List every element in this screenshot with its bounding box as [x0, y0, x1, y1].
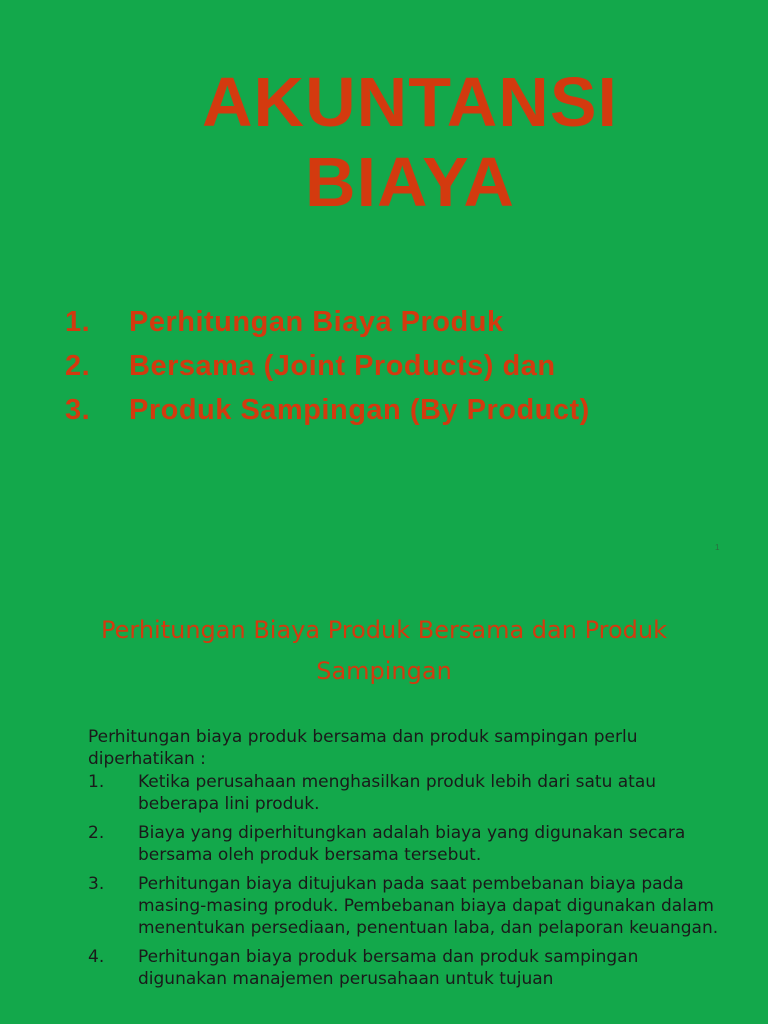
list-text: Biaya yang diperhitungkan adalah biaya yang digunakan secara bersama oleh produk bersama tersebut. — [138, 823, 686, 865]
list-item — [88, 873, 728, 939]
list-text: Perhitungan Biaya Produk — [129, 306, 504, 338]
steps-list — [88, 771, 728, 990]
page-number: 1 — [715, 543, 720, 552]
list-item — [88, 946, 728, 990]
list-text: Bersama (Joint Products) dan — [129, 350, 556, 382]
list-text: Ketika perusahaan menghasilkan produk lebih dari satu atau beberapa lini produk. — [138, 772, 657, 814]
title-line-2: BIAYA — [305, 143, 515, 221]
intro-text: Perhitungan biaya produk bersama dan produk sampingan perlu diperhatikan : — [88, 727, 638, 769]
list-number: 3. — [65, 394, 91, 426]
title-list — [65, 300, 590, 432]
list-item — [88, 771, 728, 815]
title-line-1: AKUNTANSI — [201, 63, 618, 141]
list-text: Perhitungan biaya ditujukan pada saat pembebanan biaya pada masing-masing produk. Pembebanan biaya dapat digunakan dalam menentukan persediaan, penentuan laba, dan pelaporan keuangan. — [138, 874, 719, 938]
list-text: Produk Sampingan (By Product) — [129, 394, 590, 426]
list-number: 4. — [88, 947, 105, 967]
list-item — [65, 300, 590, 344]
list-number: 2. — [65, 350, 91, 382]
slide-2 — [0, 576, 768, 1024]
list-item — [65, 388, 590, 432]
list-number: 3. — [88, 874, 105, 894]
list-item — [88, 822, 728, 866]
list-text: Perhitungan biaya produk bersama dan produk sampingan digunakan manajemen perusahaan untuk tujuan — [138, 947, 639, 989]
list-number: 1. — [65, 306, 91, 338]
list-number: 1. — [88, 772, 105, 792]
list-number: 2. — [88, 823, 105, 843]
slide-2-body — [88, 726, 728, 997]
list-item — [65, 344, 590, 388]
main-title — [0, 62, 768, 222]
slide-2-title: Perhitungan Biaya Produk Bersama dan Produk Sampingan — [101, 616, 667, 685]
